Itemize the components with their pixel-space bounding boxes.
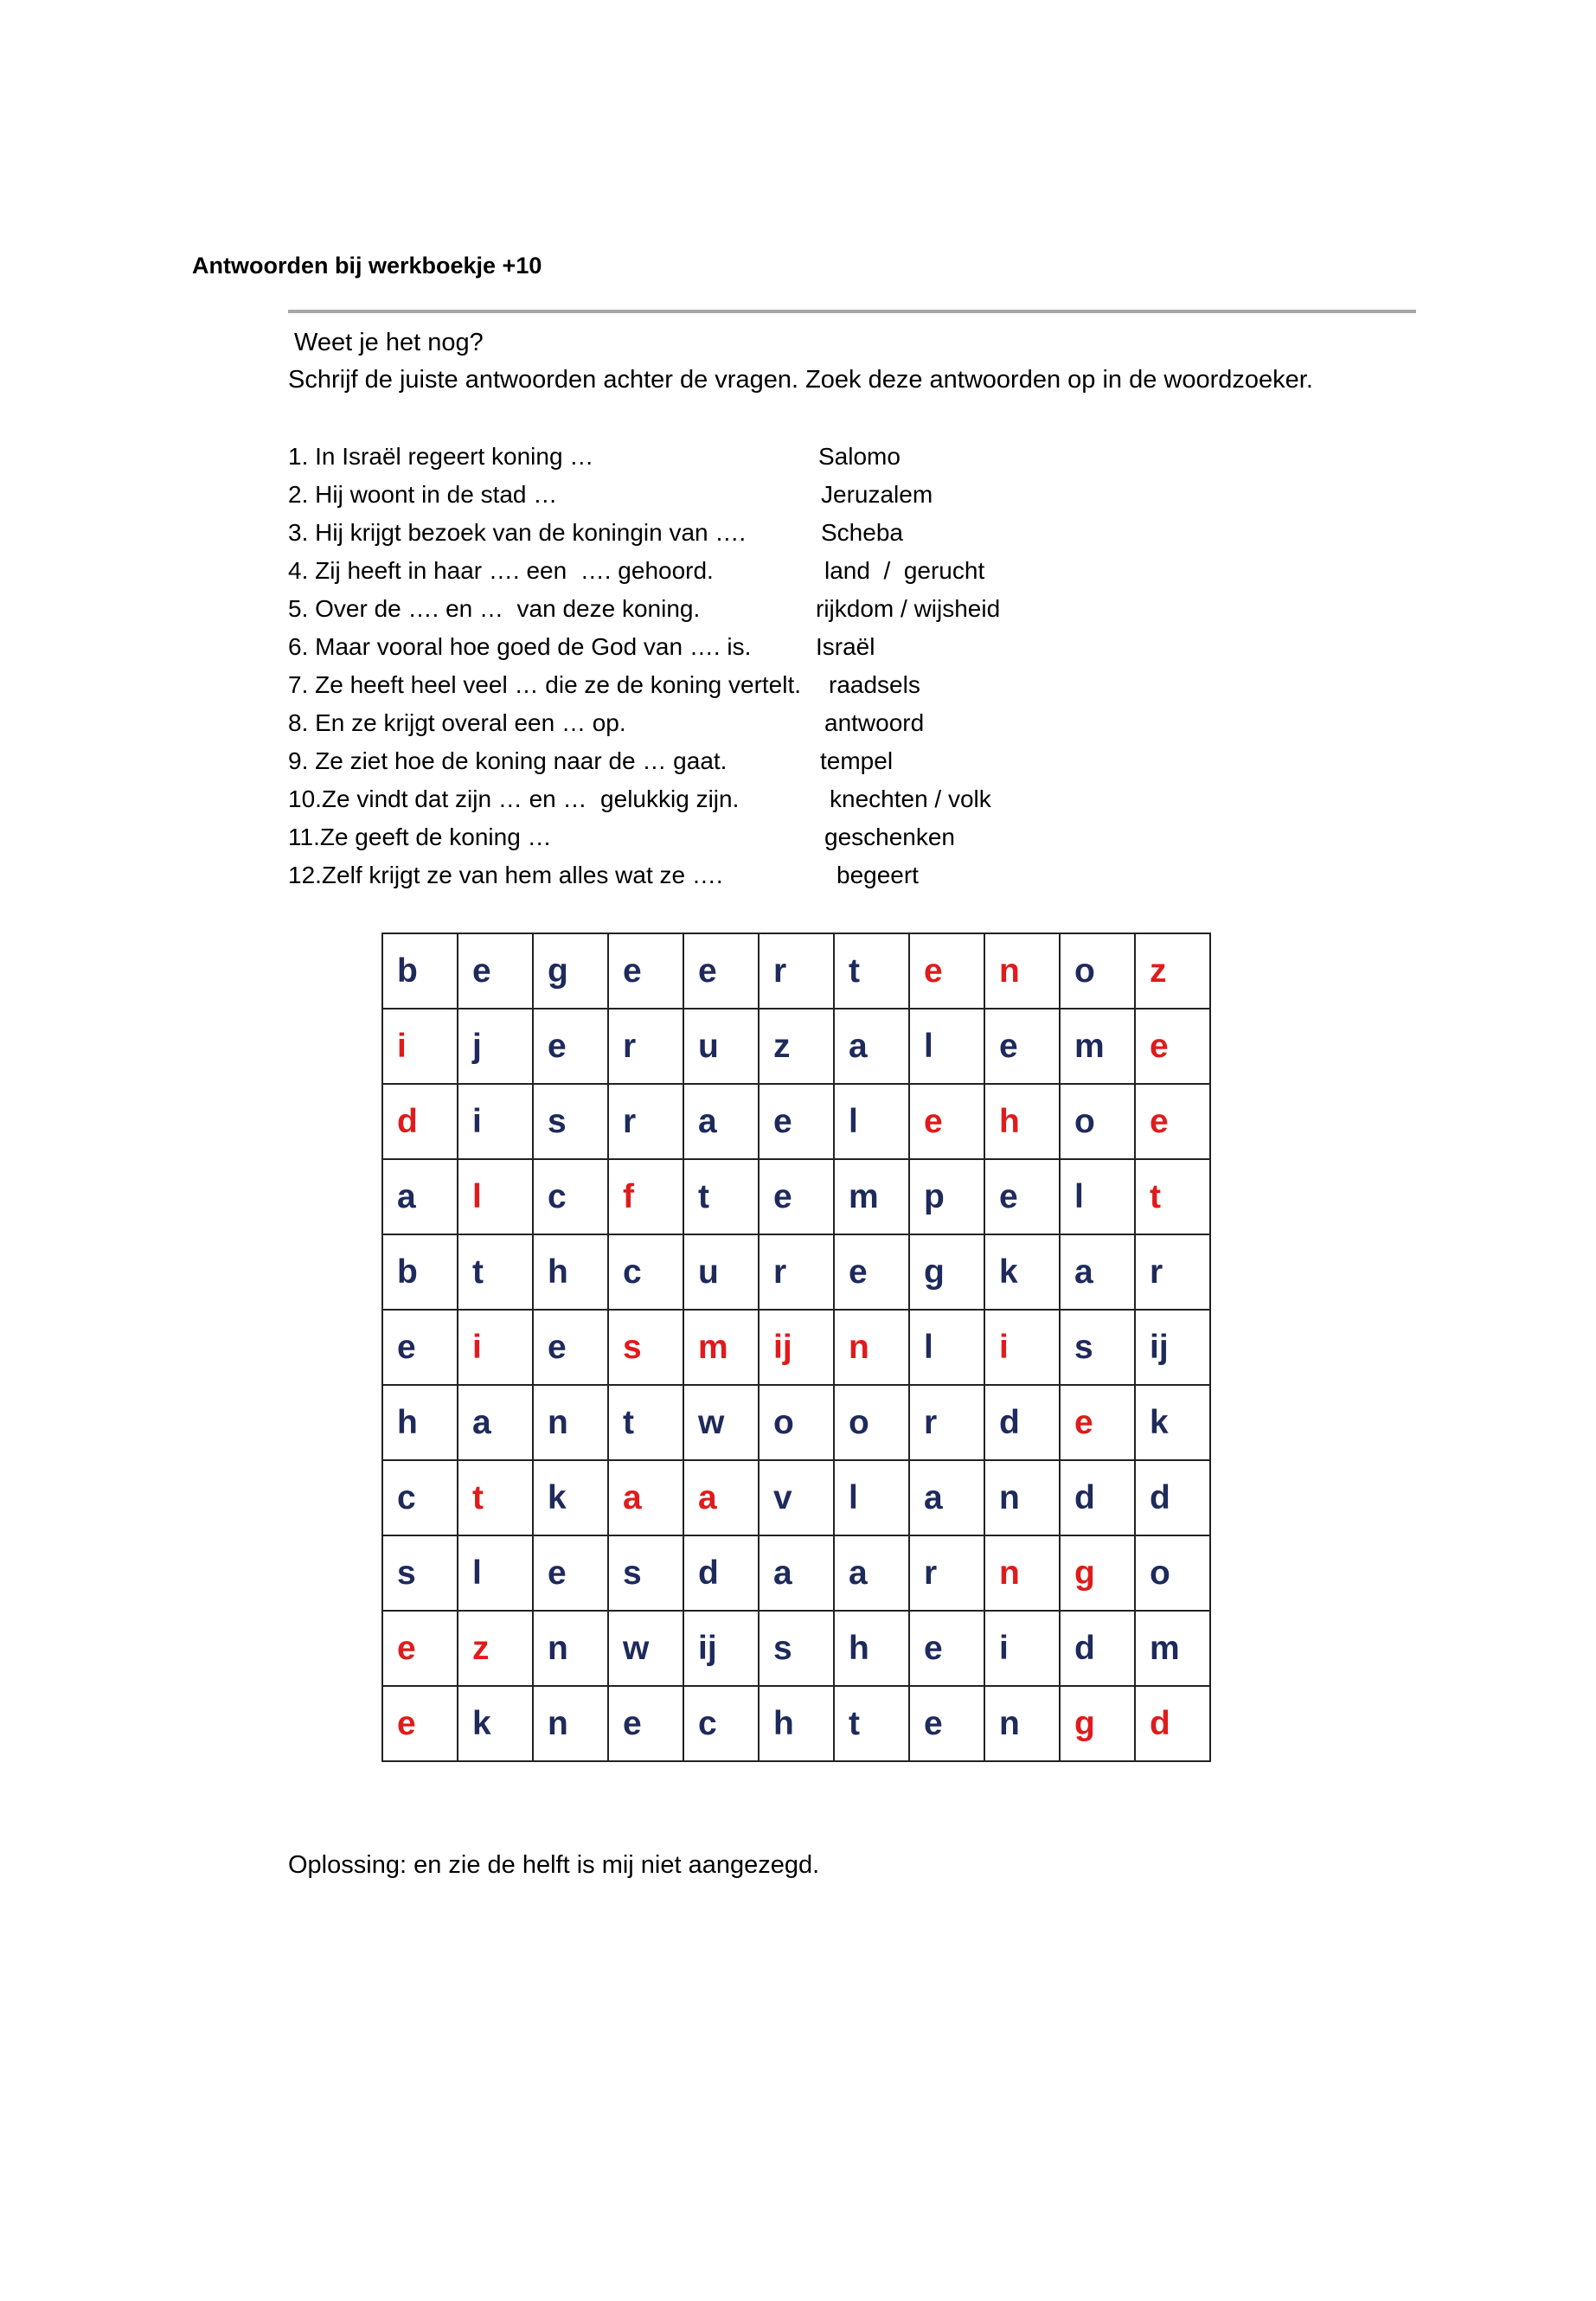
grid-cell: d xyxy=(683,1535,759,1611)
grid-row xyxy=(382,1234,1210,1310)
grid-cell: e xyxy=(533,1009,608,1084)
grid-cell: a xyxy=(458,1385,533,1460)
grid-cell: n xyxy=(533,1385,608,1460)
grid-cell: e xyxy=(909,1084,984,1159)
solution-text: Oplossing: en zie de helft is mij niet aangezegd. xyxy=(288,1851,820,1879)
grid-cell: d xyxy=(1135,1686,1210,1761)
question-text: 2. Hij woont in de stad … xyxy=(288,481,558,508)
grid-cell: i xyxy=(458,1084,533,1159)
word-search-grid xyxy=(381,933,1211,1762)
grid-cell: n xyxy=(984,1686,1060,1761)
grid-cell: a xyxy=(834,1009,909,1084)
grid-cell: i xyxy=(382,1009,458,1084)
question-row xyxy=(288,479,1067,517)
question-row xyxy=(288,860,1067,898)
grid-cell: e xyxy=(909,1611,984,1686)
grid-cell: e xyxy=(533,1535,608,1611)
grid-cell: d xyxy=(1060,1460,1135,1535)
grid-cell: e xyxy=(1060,1385,1135,1460)
grid-cell: n xyxy=(533,1686,608,1761)
grid-cell: l xyxy=(834,1084,909,1159)
question-row xyxy=(288,593,1067,631)
question-row xyxy=(288,784,1067,822)
grid-row xyxy=(382,1084,1210,1159)
grid-cell: e xyxy=(909,933,984,1009)
question-row xyxy=(288,822,1067,860)
grid-cell: p xyxy=(909,1159,984,1234)
grid-cell: r xyxy=(608,1084,683,1159)
grid-cell: z xyxy=(1135,933,1210,1009)
grid-cell: e xyxy=(458,933,533,1009)
grid-cell: e xyxy=(909,1686,984,1761)
grid-cell: d xyxy=(1060,1611,1135,1686)
grid-cell: e xyxy=(608,1686,683,1761)
answer-text: Israël xyxy=(816,633,875,660)
grid-cell: a xyxy=(382,1159,458,1234)
question-row xyxy=(288,441,1067,479)
page-title: Antwoorden bij werkboekje +10 xyxy=(192,253,542,279)
grid-cell: e xyxy=(382,1611,458,1686)
grid-cell: r xyxy=(759,933,834,1009)
grid-cell: v xyxy=(759,1460,834,1535)
grid-cell: n xyxy=(834,1310,909,1385)
grid-cell: w xyxy=(683,1385,759,1460)
grid-row xyxy=(382,1159,1210,1234)
grid-cell: e xyxy=(1135,1084,1210,1159)
grid-cell: a xyxy=(1060,1234,1135,1310)
grid-cell: h xyxy=(834,1611,909,1686)
grid-cell: t xyxy=(458,1234,533,1310)
grid-cell: i xyxy=(458,1310,533,1385)
grid-row xyxy=(382,1385,1210,1460)
answer-text: Scheba xyxy=(821,519,903,546)
question-list xyxy=(288,441,1067,898)
grid-cell: a xyxy=(608,1460,683,1535)
grid-cell: l xyxy=(834,1460,909,1535)
grid-cell: o xyxy=(759,1385,834,1460)
question-text: 7. Ze heeft heel veel … die ze de koning vertelt. xyxy=(288,671,802,698)
question-text: 4. Zij heeft in haar …. een …. gehoord. xyxy=(288,557,714,584)
grid-cell: g xyxy=(1060,1535,1135,1611)
grid-row xyxy=(382,1611,1210,1686)
grid-cell: h xyxy=(759,1686,834,1761)
answer-text: geschenken xyxy=(824,824,956,850)
grid-cell: s xyxy=(608,1535,683,1611)
grid-cell: r xyxy=(909,1535,984,1611)
grid-cell: u xyxy=(683,1234,759,1310)
grid-cell: t xyxy=(1135,1159,1210,1234)
grid-cell: t xyxy=(683,1159,759,1234)
grid-cell: g xyxy=(1060,1686,1135,1761)
answer-text: begeert xyxy=(836,862,919,888)
grid-cell: s xyxy=(382,1535,458,1611)
intro-question: Weet je het nog? xyxy=(294,329,484,356)
grid-cell: s xyxy=(608,1310,683,1385)
grid-cell: i xyxy=(984,1310,1060,1385)
grid-cell: d xyxy=(984,1385,1060,1460)
grid-cell: t xyxy=(608,1385,683,1460)
grid-row xyxy=(382,1686,1210,1761)
grid-cell: b xyxy=(382,933,458,1009)
grid-cell: j xyxy=(458,1009,533,1084)
grid-cell: e xyxy=(759,1159,834,1234)
grid-row xyxy=(382,1009,1210,1084)
grid-cell: o xyxy=(1060,1084,1135,1159)
grid-cell: i xyxy=(984,1611,1060,1686)
grid-cell: a xyxy=(909,1460,984,1535)
grid-cell: a xyxy=(759,1535,834,1611)
question-text: 3. Hij krijgt bezoek van de koningin van …. xyxy=(288,519,747,546)
grid-cell: f xyxy=(608,1159,683,1234)
question-text: 12.Zelf krijgt ze van hem alles wat ze …. xyxy=(288,862,723,888)
grid-cell: e xyxy=(608,933,683,1009)
grid-cell: e xyxy=(984,1159,1060,1234)
grid-cell: o xyxy=(834,1385,909,1460)
grid-cell: o xyxy=(1060,933,1135,1009)
grid-cell: k xyxy=(1135,1385,1210,1460)
grid-cell: l xyxy=(909,1310,984,1385)
grid-cell: h xyxy=(533,1234,608,1310)
question-text: 1. In Israël regeert koning … xyxy=(288,443,594,470)
question-text: 11.Ze geeft de koning … xyxy=(288,824,552,850)
grid-cell: ij xyxy=(759,1310,834,1385)
question-text: 5. Over de …. en … van deze koning. xyxy=(288,595,701,622)
grid-cell: l xyxy=(909,1009,984,1084)
grid-cell: e xyxy=(683,933,759,1009)
grid-cell: d xyxy=(1135,1460,1210,1535)
question-row xyxy=(288,631,1067,670)
answer-text: Jeruzalem xyxy=(821,481,933,508)
grid-cell: m xyxy=(1060,1009,1135,1084)
grid-cell: e xyxy=(382,1310,458,1385)
question-text: 6. Maar vooral hoe goed de God van …. is. xyxy=(288,633,752,660)
grid-cell: b xyxy=(382,1234,458,1310)
grid-cell: g xyxy=(533,933,608,1009)
grid-cell: e xyxy=(1135,1009,1210,1084)
answer-text: antwoord xyxy=(824,709,925,736)
grid-row xyxy=(382,1460,1210,1535)
answer-text: raadsels xyxy=(829,671,920,698)
question-text: 8. En ze krijgt overal een … op. xyxy=(288,709,626,736)
grid-cell: c xyxy=(608,1234,683,1310)
answer-text: rijkdom / wijsheid xyxy=(816,595,1001,622)
grid-cell: o xyxy=(1135,1535,1210,1611)
grid-cell: r xyxy=(608,1009,683,1084)
grid-cell: m xyxy=(834,1159,909,1234)
grid-cell: r xyxy=(759,1234,834,1310)
grid-cell: c xyxy=(533,1159,608,1234)
question-text: 10.Ze vindt dat zijn … en … gelukkig zijn. xyxy=(288,785,740,812)
grid-cell: c xyxy=(382,1460,458,1535)
grid-cell: r xyxy=(1135,1234,1210,1310)
answer-text: tempel xyxy=(820,747,894,774)
grid-cell: k xyxy=(984,1234,1060,1310)
question-row xyxy=(288,517,1067,555)
grid-cell: l xyxy=(1060,1159,1135,1234)
question-row xyxy=(288,555,1067,593)
grid-cell: h xyxy=(984,1084,1060,1159)
grid-cell: l xyxy=(458,1159,533,1234)
grid-cell: t xyxy=(834,933,909,1009)
grid-cell: n xyxy=(533,1611,608,1686)
grid-cell: g xyxy=(909,1234,984,1310)
grid-cell: ij xyxy=(683,1611,759,1686)
grid-cell: n xyxy=(984,933,1060,1009)
title-divider xyxy=(288,310,1416,313)
grid-cell: e xyxy=(984,1009,1060,1084)
grid-cell: e xyxy=(382,1686,458,1761)
answer-text: Salomo xyxy=(818,443,901,470)
grid-cell: z xyxy=(458,1611,533,1686)
grid-cell: ij xyxy=(1135,1310,1210,1385)
grid-cell: a xyxy=(683,1084,759,1159)
question-row xyxy=(288,708,1067,746)
grid-cell: e xyxy=(834,1234,909,1310)
grid-cell: s xyxy=(759,1611,834,1686)
grid-cell: d xyxy=(382,1084,458,1159)
grid-cell: u xyxy=(683,1009,759,1084)
grid-cell: a xyxy=(683,1460,759,1535)
grid-cell: n xyxy=(984,1535,1060,1611)
grid-cell: r xyxy=(909,1385,984,1460)
grid-cell: z xyxy=(759,1009,834,1084)
grid-row xyxy=(382,1310,1210,1385)
grid-row xyxy=(382,933,1210,1009)
question-row xyxy=(288,670,1067,708)
grid-cell: t xyxy=(834,1686,909,1761)
grid-cell: m xyxy=(683,1310,759,1385)
answer-text: knechten / volk xyxy=(830,785,991,812)
grid-cell: n xyxy=(984,1460,1060,1535)
grid-cell: s xyxy=(1060,1310,1135,1385)
grid-cell: k xyxy=(458,1686,533,1761)
grid-cell: c xyxy=(683,1686,759,1761)
grid-cell: e xyxy=(533,1310,608,1385)
grid-cell: k xyxy=(533,1460,608,1535)
grid-cell: e xyxy=(759,1084,834,1159)
intro-instruction: Schrijf de juiste antwoorden achter de vragen. Zoek deze antwoorden op in de woordzoeker. xyxy=(288,366,1313,394)
question-row xyxy=(288,746,1067,784)
grid-cell: l xyxy=(458,1535,533,1611)
grid-cell: w xyxy=(608,1611,683,1686)
grid-cell: s xyxy=(533,1084,608,1159)
answer-text: land / gerucht xyxy=(824,557,985,584)
question-text: 9. Ze ziet hoe de koning naar de … gaat. xyxy=(288,747,727,774)
grid-cell: a xyxy=(834,1535,909,1611)
grid-cell: m xyxy=(1135,1611,1210,1686)
grid-row xyxy=(382,1535,1210,1611)
grid-cell: h xyxy=(382,1385,458,1460)
grid-cell: t xyxy=(458,1460,533,1535)
